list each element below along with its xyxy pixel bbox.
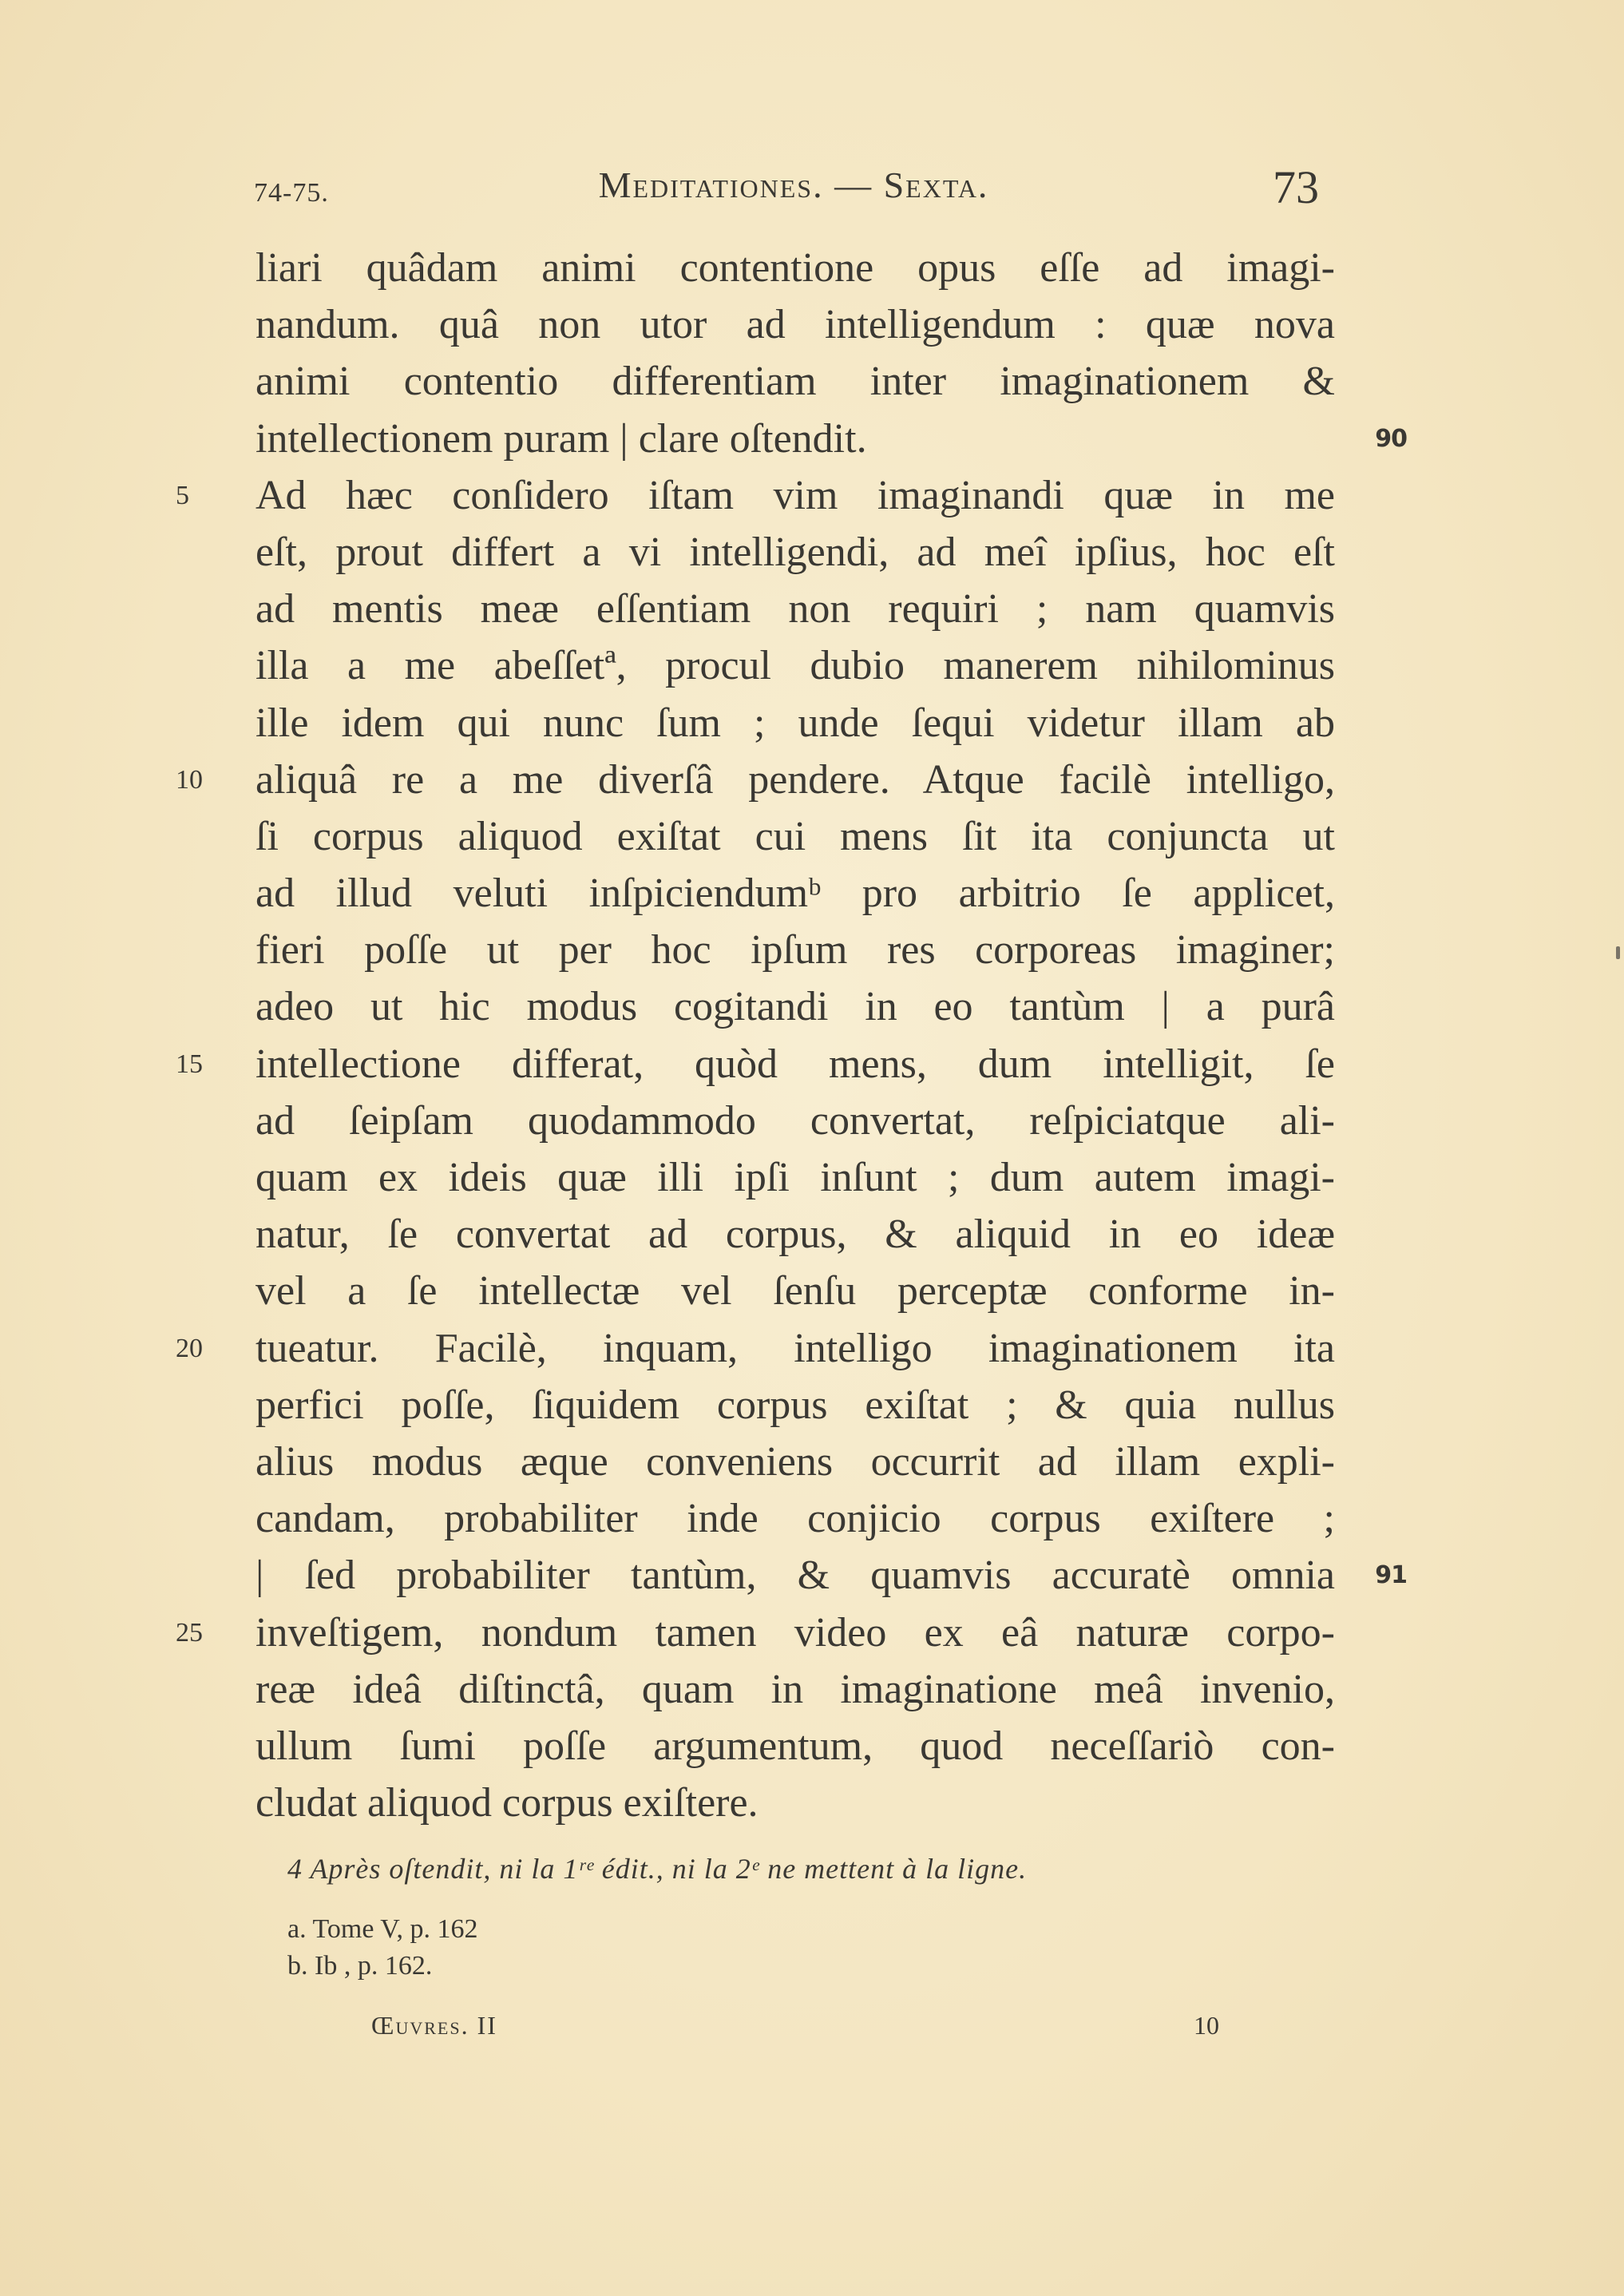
signature-number: 10 (1194, 2011, 1219, 2040)
footnote-list (287, 1911, 1325, 1985)
page-range: 74-75. (254, 178, 329, 208)
edition-page-ref: 91 (1375, 1561, 1407, 1590)
line-text: intellectione differat, quòd mens, dum intelligit, ſe (255, 1041, 1335, 1087)
line-text: Ad hæc conſidero iſtam vim imaginandi quæ in me (255, 472, 1335, 518)
text-line (255, 581, 1335, 637)
text-line (255, 808, 1335, 865)
text-line (255, 353, 1335, 410)
line-text: alius modus æque conveniens occurrit ad illam expli- (255, 1438, 1335, 1485)
text-line (255, 1775, 1335, 1831)
line-text: illa a me abeſſetª, procul dubio manerem nihilominus (255, 643, 1335, 689)
text-line (176, 1604, 1335, 1661)
line-number: 10 (176, 764, 203, 795)
text-line (176, 1320, 1335, 1377)
line-text: vel a ſe intellectæ vel ſenſu perceptæ conforme in- (255, 1268, 1335, 1315)
line-text: intellectionem puram | clare oſtendit. (255, 415, 867, 462)
line-text: reæ ideâ diſtinctâ, quam in imaginatione meâ invenio, (255, 1666, 1335, 1712)
line-text: | ſed probabiliter tantùm, & quamvis accuratè omnia (255, 1552, 1335, 1599)
line-text: ſi corpus aliquod exiſtat cui mens ſit ita conjuncta ut (255, 813, 1335, 859)
text-line (255, 1149, 1335, 1206)
running-title: Meditationes. — Sexta. (598, 165, 989, 205)
editorial-note: 4 Après oſtendit, ni la 1ʳᵉ édit., ni la 2ᵉ ne mettent à la ligne. (287, 1853, 1028, 1885)
line-text: candam, probabiliter inde conjicio corpus exiſtere ; (255, 1496, 1335, 1542)
text-line (255, 695, 1335, 751)
line-text: perfici poſſe, ſiquidem corpus exiſtat ; & quia nullus (255, 1382, 1335, 1428)
folio-number: 73 (1273, 161, 1319, 213)
line-text: cludat aliquod corpus exiſtere. (255, 1780, 759, 1826)
line-text: liari quâdam animi contentione opus eſſe ad imagi- (255, 245, 1335, 291)
running-header (254, 161, 1333, 220)
line-text: eſt, prout differt a vi intelligendi, ad meî ipſius, hoc eſt (255, 529, 1335, 575)
text-line (176, 751, 1335, 808)
line-text: fieri poſſe ut per hoc ipſum res corporeas imaginer; (255, 927, 1335, 974)
line-text: ad mentis meæ eſſentiam non requiri ; nam quamvis (255, 586, 1335, 632)
edition-page-ref: 90 (1375, 424, 1407, 453)
line-text: adeo ut hic modus cogitandi in eo tantùm | a purâ (255, 984, 1335, 1030)
text-line (255, 1263, 1335, 1319)
line-text: tueatur. Facilè, inquam, intelligo imaginationem ita (255, 1325, 1335, 1371)
text-line (255, 865, 1335, 922)
text-line (255, 1434, 1335, 1490)
text-line (255, 1206, 1335, 1263)
text-line (255, 240, 1335, 296)
line-text: ullum ſumi poſſe argumentum, quod neceſſariò con- (255, 1723, 1335, 1769)
text-line (176, 467, 1335, 524)
line-number: 15 (176, 1049, 203, 1079)
line-number: 5 (176, 480, 189, 510)
line-text: inveſtigem, nondum tamen video ex eâ naturæ corpo- (255, 1609, 1335, 1656)
line-text: animi contentio differentiam inter imaginationem & (255, 359, 1335, 405)
line-text: quam ex ideis quæ illi ipſi inſunt ; dum autem imagi- (255, 1155, 1335, 1200)
line-text: aliquâ re a me diverſâ pendere. Atque facilè intelligo, (255, 756, 1335, 803)
footnote-a: a. Tome V, p. 162 (287, 1914, 478, 1944)
line-text: nandum. quâ non utor ad intelligendum : quæ nova (255, 302, 1335, 348)
line-text: natur, ſe convertat ad corpus, & aliquid in eo ideæ (255, 1211, 1335, 1258)
line-text: ille idem qui nunc ſum ; unde ſequi videtur illam ab (255, 700, 1335, 746)
text-line (255, 978, 1335, 1035)
footnotes (287, 1849, 1325, 1985)
text-line (255, 1490, 1335, 1547)
text-line (255, 637, 1335, 694)
line-number: 25 (176, 1617, 203, 1648)
text-line (255, 524, 1335, 581)
text-line (255, 922, 1335, 978)
body-text (176, 240, 1407, 1831)
signature-label: Œuvres. II (371, 2011, 497, 2040)
text-line (255, 1377, 1335, 1434)
line-text: ad illud veluti inſpiciendumᵇ pro arbitrio ſe applicet, (255, 870, 1335, 917)
line-text: ad ſeipſam quodammodo convertat, reſpiciatque ali- (255, 1097, 1335, 1144)
text-line (255, 296, 1335, 353)
text-line (255, 1092, 1335, 1149)
text-line (255, 1718, 1335, 1775)
text-line (255, 410, 1407, 467)
footnote-b: b. Ib , p. 162. (287, 1951, 433, 1981)
text-line (176, 1036, 1335, 1092)
page-edge-mark (1616, 946, 1620, 959)
text-line (255, 1661, 1335, 1718)
line-number: 20 (176, 1333, 203, 1363)
text-line (255, 1547, 1407, 1604)
